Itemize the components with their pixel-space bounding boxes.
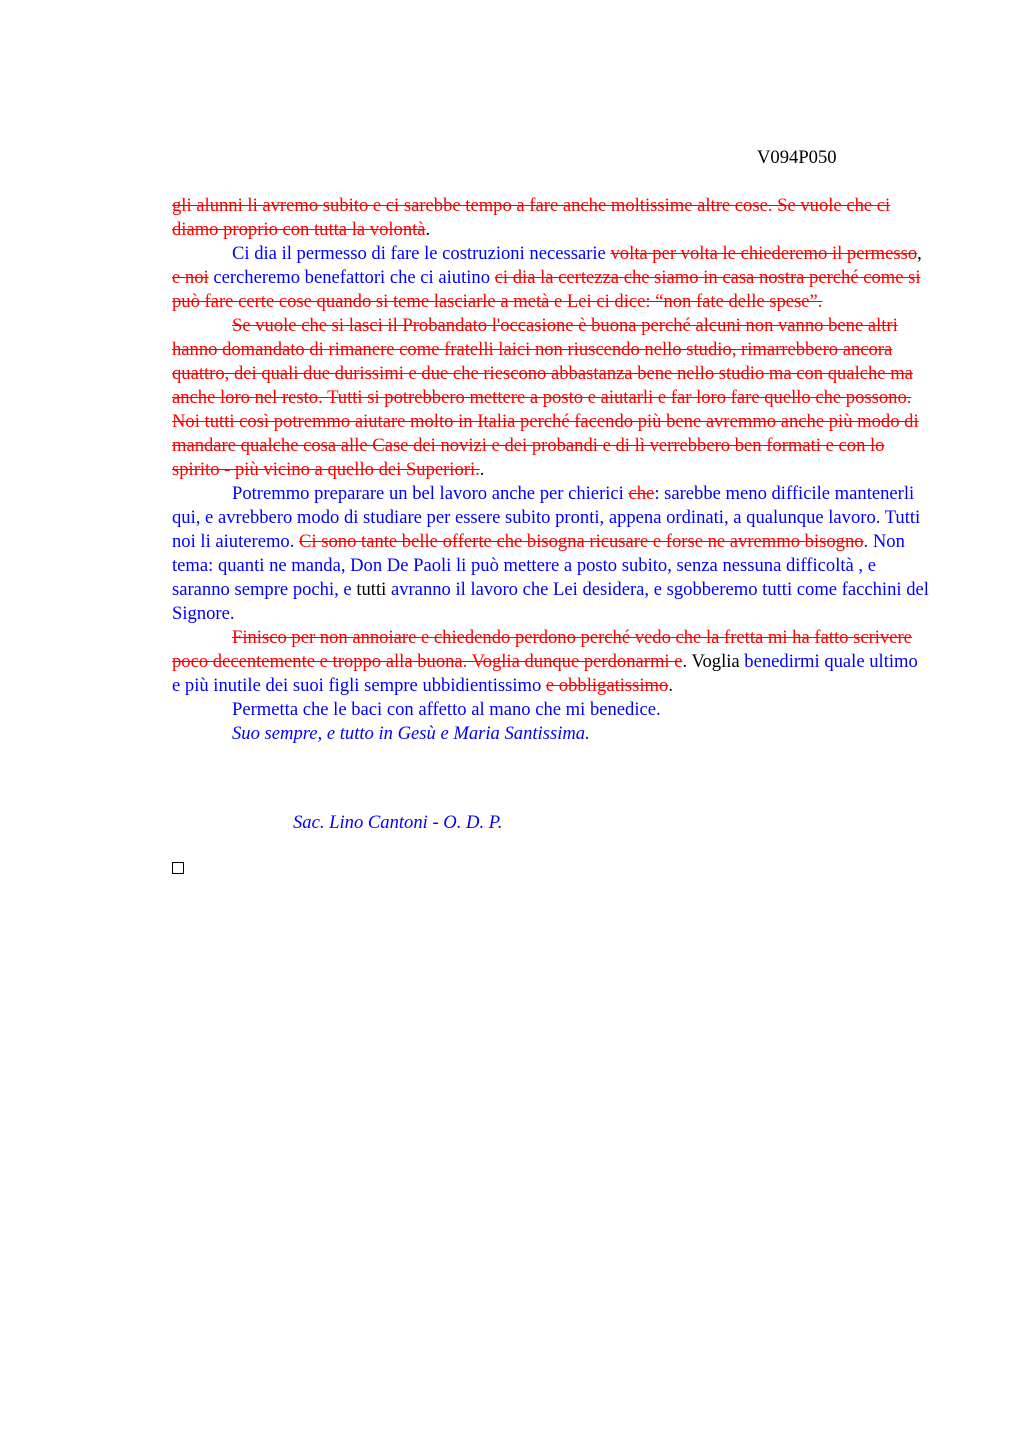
inserted-text: : sarebbe meno difficile mantenerli qui, e avrebbero modo di studiare per essere subito pronti, appena ordinati, a qualunque lavoro. Tutti noi li aiuteremo. xyxy=(172,483,921,552)
inserted-text: Potremmo preparare un bel lavoro anche per chierici xyxy=(232,483,629,504)
checkbox-square-icon xyxy=(172,862,184,874)
deleted-text: e noi xyxy=(172,267,209,288)
paragraph-5 xyxy=(172,626,930,698)
page-id: V094P050 xyxy=(757,147,837,168)
inserted-text: avranno il lavoro che Lei desidera, e sgobberemo tutti come facchini del Signore. xyxy=(172,579,929,624)
plain-text: , xyxy=(917,243,922,264)
deleted-text: che xyxy=(628,483,655,504)
plain-text: . xyxy=(668,675,673,696)
deleted-text: e obbligatissimo xyxy=(545,675,669,696)
paragraph-1 xyxy=(172,194,930,242)
plain-text: . xyxy=(479,459,485,480)
deleted-text: Ci sono tante belle offerte che bisogna ricusare e forse ne avremmo bisogno xyxy=(299,531,864,552)
deleted-text: Finisco per non annoiare e chiedendo perdono perché vedo che la fretta mi ha fatto scrivere poco decentemente e troppo alla buona. Voglia dunque perdonarmi e xyxy=(172,627,912,672)
deleted-text: ci dia la certezza che siamo in casa nostra perché come si può fare certe cose quando si teme lasciarle a metà e Lei ci dice: “non fate delle spese”. xyxy=(172,267,921,312)
deleted-text: gli alunni li avremo subito e ci sarebbe tempo a fare anche moltissime altre cose. Se vuole che ci diamo proprio con tutta la volontà xyxy=(172,195,891,240)
inserted-text: Permetta che le baci con affetto al mano che mi benedice. xyxy=(232,699,661,720)
plain-text: tutti xyxy=(356,579,387,600)
letter-body xyxy=(172,194,930,746)
signature: Sac. Lino Cantoni - O. D. P. xyxy=(293,812,503,833)
plain-text: . Voglia xyxy=(682,651,740,672)
paragraph-3 xyxy=(172,314,930,482)
paragraph-6 xyxy=(172,698,930,722)
plain-text: . xyxy=(425,219,431,240)
paragraph-4 xyxy=(172,482,930,626)
inserted-text: Ci dia il permesso di fare le costruzioni necessarie xyxy=(232,243,611,264)
inserted-text: cercheremo benefattori che ci aiutino xyxy=(208,267,495,288)
deleted-text: Se vuole che si lasci il Probandato l'occasione è buona perché alcuni non vanno bene altri hanno domandato di rimanere come fratelli laici non riuscendo nello studio, rimarrebbero ancora quattro, dei quali due durissimi e due che riescono abbastanza bene nello studio ma con qualche ma anche loro nel resto. Tutti si potrebbero mettere a posto e aiutarli e far loro fare quello che possono. Noi tutti così potremmo aiutare molto in Italia perché facendo più bene avremmo anche più modo di mandare qualche cosa alle Case dei novizi e dei probandi e di lì verrebbero ben formati e con lo spirito - più vicino a quello dei Superiori. xyxy=(172,315,919,480)
inserted-text: benedirmi quale ultimo e più inutile dei suoi figli sempre ubbidientissimo xyxy=(172,651,918,696)
inserted-text: Suo sempre, e tutto in Gesù e Maria Santissima. xyxy=(232,723,590,744)
inserted-text: . Non tema: quanti ne manda, Don De Paoli li può mettere a posto subito, senza nessuna difficoltà , e saranno sempre pochi, e xyxy=(172,531,905,600)
deleted-text: volta per volta le chiederemo il permesso xyxy=(610,243,918,264)
paragraph-2 xyxy=(172,242,930,314)
closing-line xyxy=(172,722,930,746)
